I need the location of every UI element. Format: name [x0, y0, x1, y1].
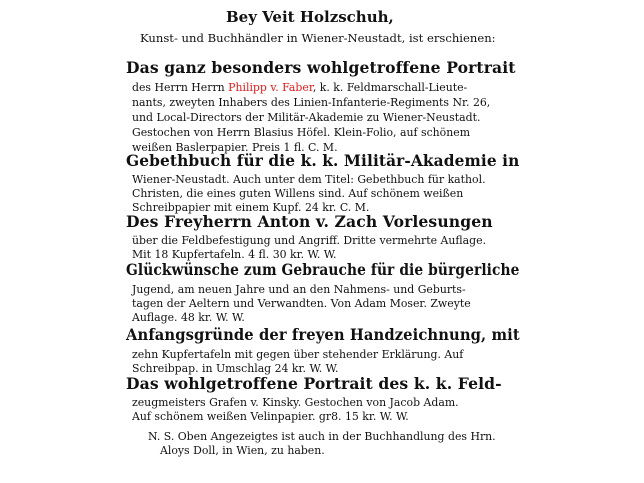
entry-line: Wiener-Neustadt. Auch unter dem Titel: Gebethbuch für kathol.: [132, 173, 486, 186]
footnote-line: N. S. Oben Angezeigtes ist auch in der Buchhandlung des Hrn.: [148, 430, 496, 443]
entry-line-text: , k. k. Feldmarschall-Lieute-: [312, 81, 468, 94]
entry-title: Das ganz besonders wohlgetroffene Portrait: [126, 58, 516, 77]
entry-line: Christen, die eines guten Willens sind. Auf schönem weißen: [132, 187, 464, 200]
entry-title: Das wohlgetroffene Portrait des k. k. Feld-: [126, 374, 502, 393]
entry-line: Schreibpap. in Umschlag 24 kr. W. W.: [132, 362, 339, 375]
entry-line: nants, zweyten Inhabers des Linien-Infanterie-Regiments Nr. 26,: [132, 96, 491, 109]
entry-title: Des Freyherrn Anton v. Zach Vorlesungen: [126, 212, 493, 231]
entry-line: und Local-Directors der Militär-Akademie zu Wiener-Neustadt.: [132, 111, 481, 124]
entry-line: zehn Kupfertafeln mit gegen über stehender Erklärung. Auf: [132, 348, 464, 361]
entry-line: [132, 83, 467, 94]
publisher-subheading: Kunst- und Buchhändler in Wiener-Neustadt, ist erschienen:: [140, 31, 496, 45]
entry-title: Glückwünsche zum Gebrauche für die bürgerliche: [126, 260, 520, 279]
entry-line-text: des Herrn Herrn: [132, 81, 229, 94]
entry-line: Mit 18 Kupfertafeln. 4 fl. 30 kr. W. W.: [132, 248, 337, 261]
publisher-heading: Bey Veit Holzschuh,: [226, 8, 394, 26]
entry-line: über die Feldbefestigung und Angriff. Dritte vermehrte Auflage.: [132, 234, 487, 247]
entry-line: Gestochen von Herrn Blasius Höfel. Klein-Folio, auf schönem: [132, 126, 471, 139]
entry-line: Jugend, am neuen Jahre und an den Nahmens- und Geburts-: [132, 283, 466, 296]
entry-title: Anfangsgründe der freyen Handzeichnung, mit: [126, 325, 520, 344]
entry-line: tagen der Aeltern und Verwandten. Von Adam Moser. Zweyte: [132, 297, 471, 310]
entry-line: Auflage. 48 kr. W. W.: [132, 311, 245, 324]
entry-line: Schreibpapier mit einem Kupf. 24 kr. C. M.: [132, 201, 370, 214]
entry-title: Gebethbuch für die k. k. Militär-Akademie in: [126, 151, 520, 170]
highlighted-name: Philipp v. Faber: [228, 81, 313, 94]
entry-line: weißen Baslerpapier. Preis 1 fl. C. M.: [132, 141, 338, 154]
entry-line: zeugmeisters Grafen v. Kinsky. Gestochen von Jacob Adam.: [132, 396, 459, 409]
entry-line: Auf schönem weißen Velinpapier. gr8. 15 kr. W. W.: [132, 410, 409, 423]
footnote-line: Aloys Doll, in Wien, zu haben.: [160, 444, 325, 457]
